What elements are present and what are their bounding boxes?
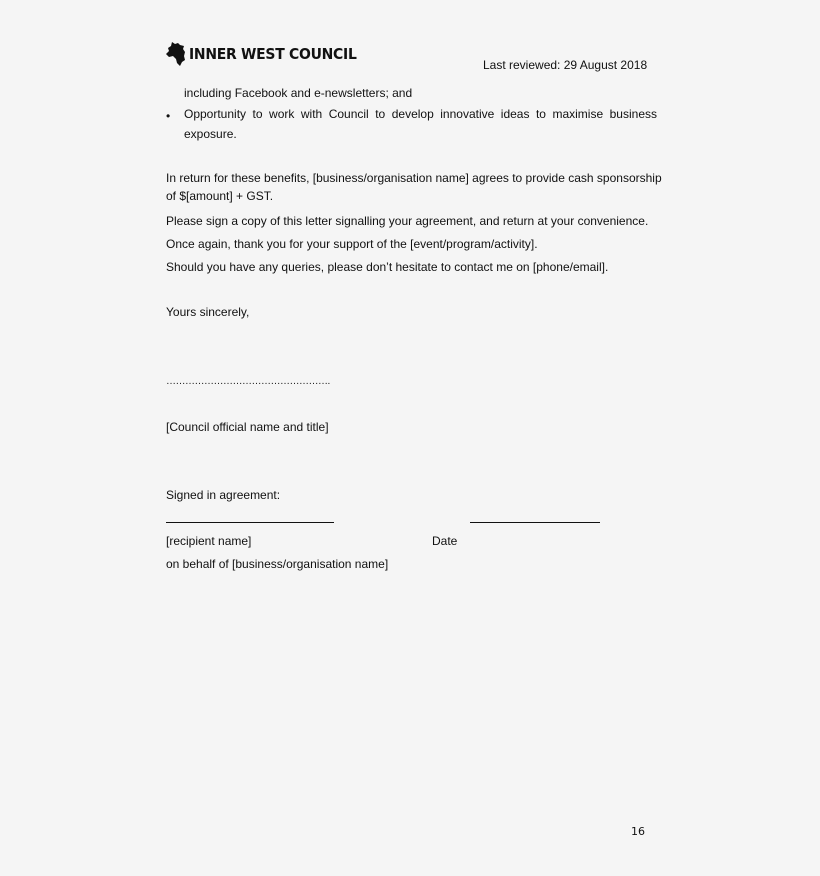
logo-text: INNER WEST COUNCIL [189,45,357,63]
on-behalf-label: on behalf of [business/organisation name] [166,557,389,571]
thank-you-paragraph: Once again, thank you for your support of the [event/program/activity]. [166,237,538,251]
date-signature-line [470,522,600,523]
benefit-bullet-line-2: exposure. [184,127,237,141]
return-paragraph-line-2: of $[amount] + GST. [166,189,274,203]
map-silhouette-icon [166,42,186,66]
benefit-continued-line: including Facebook and e-newsletters; and [184,86,413,100]
sign-copy-paragraph: Please sign a copy of this letter signalling your agreement, and return at your convenience. [166,214,649,228]
council-official-name: [Council official name and title] [166,420,329,434]
queries-paragraph: Should you have any queries, please don’t hesitate to contact me on [phone/email]. [166,260,609,274]
recipient-name-label: [recipient name] [166,534,252,548]
page-number: 16 [631,825,645,838]
recipient-signature-line [166,522,334,523]
signed-in-agreement-label: Signed in agreement: [166,488,281,502]
last-reviewed-date: Last reviewed: 29 August 2018 [483,58,648,72]
date-label: Date [432,534,458,548]
signature-dotted-line: ……………………………………………. [166,376,330,387]
council-logo [166,42,375,66]
benefit-bullet-line-1: Opportunity to work with Council to develop innovative ideas to maximise business [184,107,657,121]
bullet-icon: • [166,109,171,123]
closing-salutation: Yours sincerely, [166,305,250,319]
return-paragraph-line-1: In return for these benefits, [business/organisation name] agrees to provide cash sponsorship [166,171,662,185]
